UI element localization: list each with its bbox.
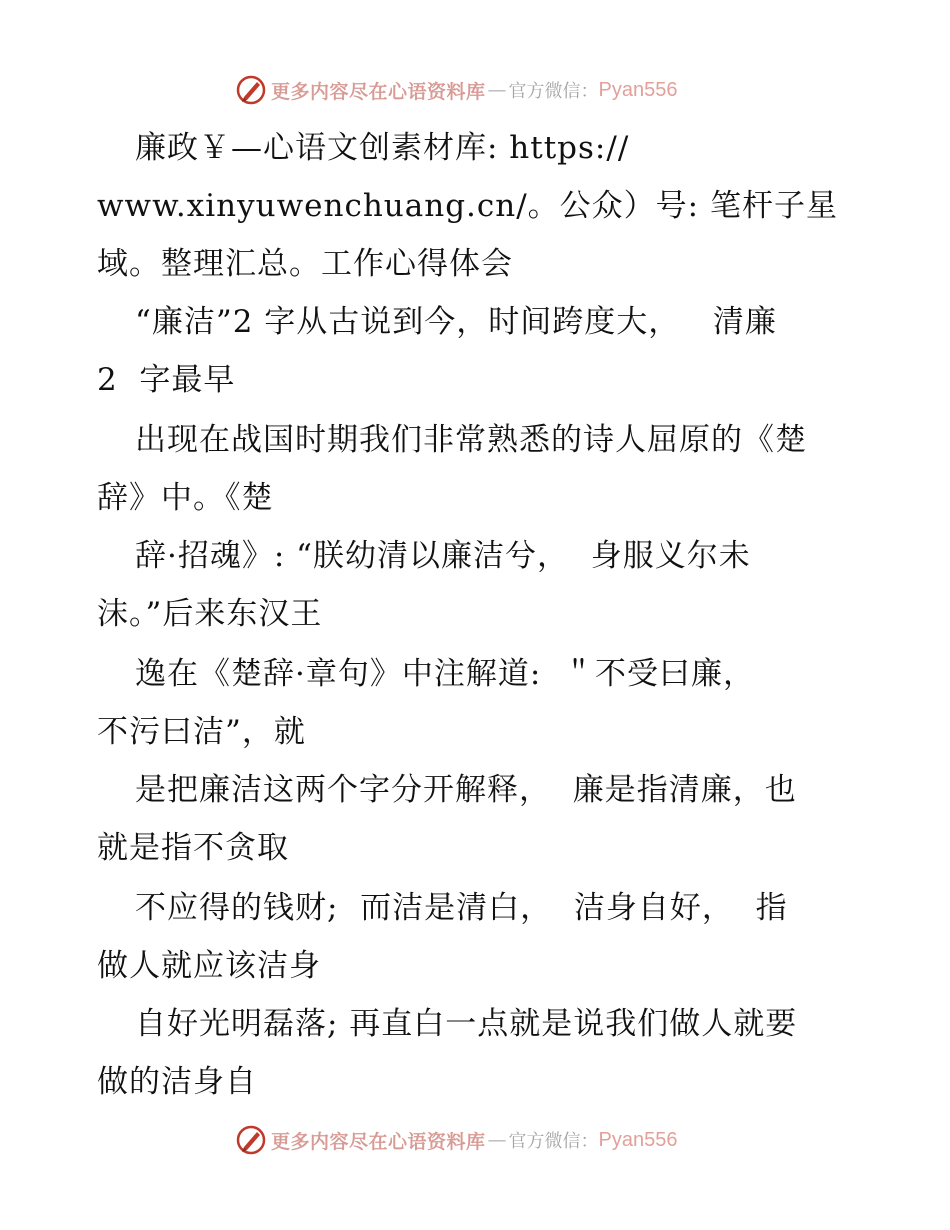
body-line: 是把廉洁这两个字分开解释， 廉是指清廉，也 [135,772,797,808]
header-separator: — [487,79,507,101]
body-line: 2 字最早 [97,362,236,398]
pen-logo-icon [235,1124,267,1156]
body-line: 沫。”后来东汉王 [97,596,323,632]
body-line: 就是指不贪取 [97,830,289,866]
body-line: 逸在《楚辞·章句》中注解道: ＂不受曰廉， [135,656,756,692]
body-line: www.xinyuwenchuang.cn/。公众）号: 笔杆子星 [97,188,838,224]
body-line: 不应得的钱财; 而洁是清白， 洁身自好， 指 [135,890,788,926]
header-slogan: 更多内容尽在心语资料库 [271,80,486,103]
body-line: 廉政￥—心语文创素材库: https:// [135,130,630,166]
header-banner [235,72,715,108]
body-line: 出现在战国时期我们非常熟悉的诗人屈原的《楚 [135,422,807,458]
header-wechat-label: 官方微信： [508,81,599,102]
body-line: 自好光明磊落; 再直白一点就是说我们做人就要 [135,1006,798,1042]
body-line: 辞》中。《楚 [97,480,274,516]
footer-banner [235,1122,715,1158]
header-wechat-id: Pyan556 [598,78,678,101]
body-line: 不污曰洁”，就 [97,714,306,750]
body-line: 做的洁身自 [97,1064,257,1100]
body-line: 辞·招魂》: “朕幼清以廉洁兮， 身服义尔未 [135,538,751,574]
body-line: 做人就应该洁身 [97,948,321,984]
pen-logo-icon [235,74,267,106]
footer-separator: — [487,1129,507,1151]
body-line: “廉洁”2 字从古说到今，时间跨度大， 清廉 [135,304,777,340]
footer-slogan: 更多内容尽在心语资料库 [271,1130,486,1153]
footer-wechat-id: Pyan556 [598,1128,678,1151]
footer-wechat-label: 官方微信： [508,1131,599,1152]
body-line: 域。整理汇总。工作心得体会 [97,246,513,282]
